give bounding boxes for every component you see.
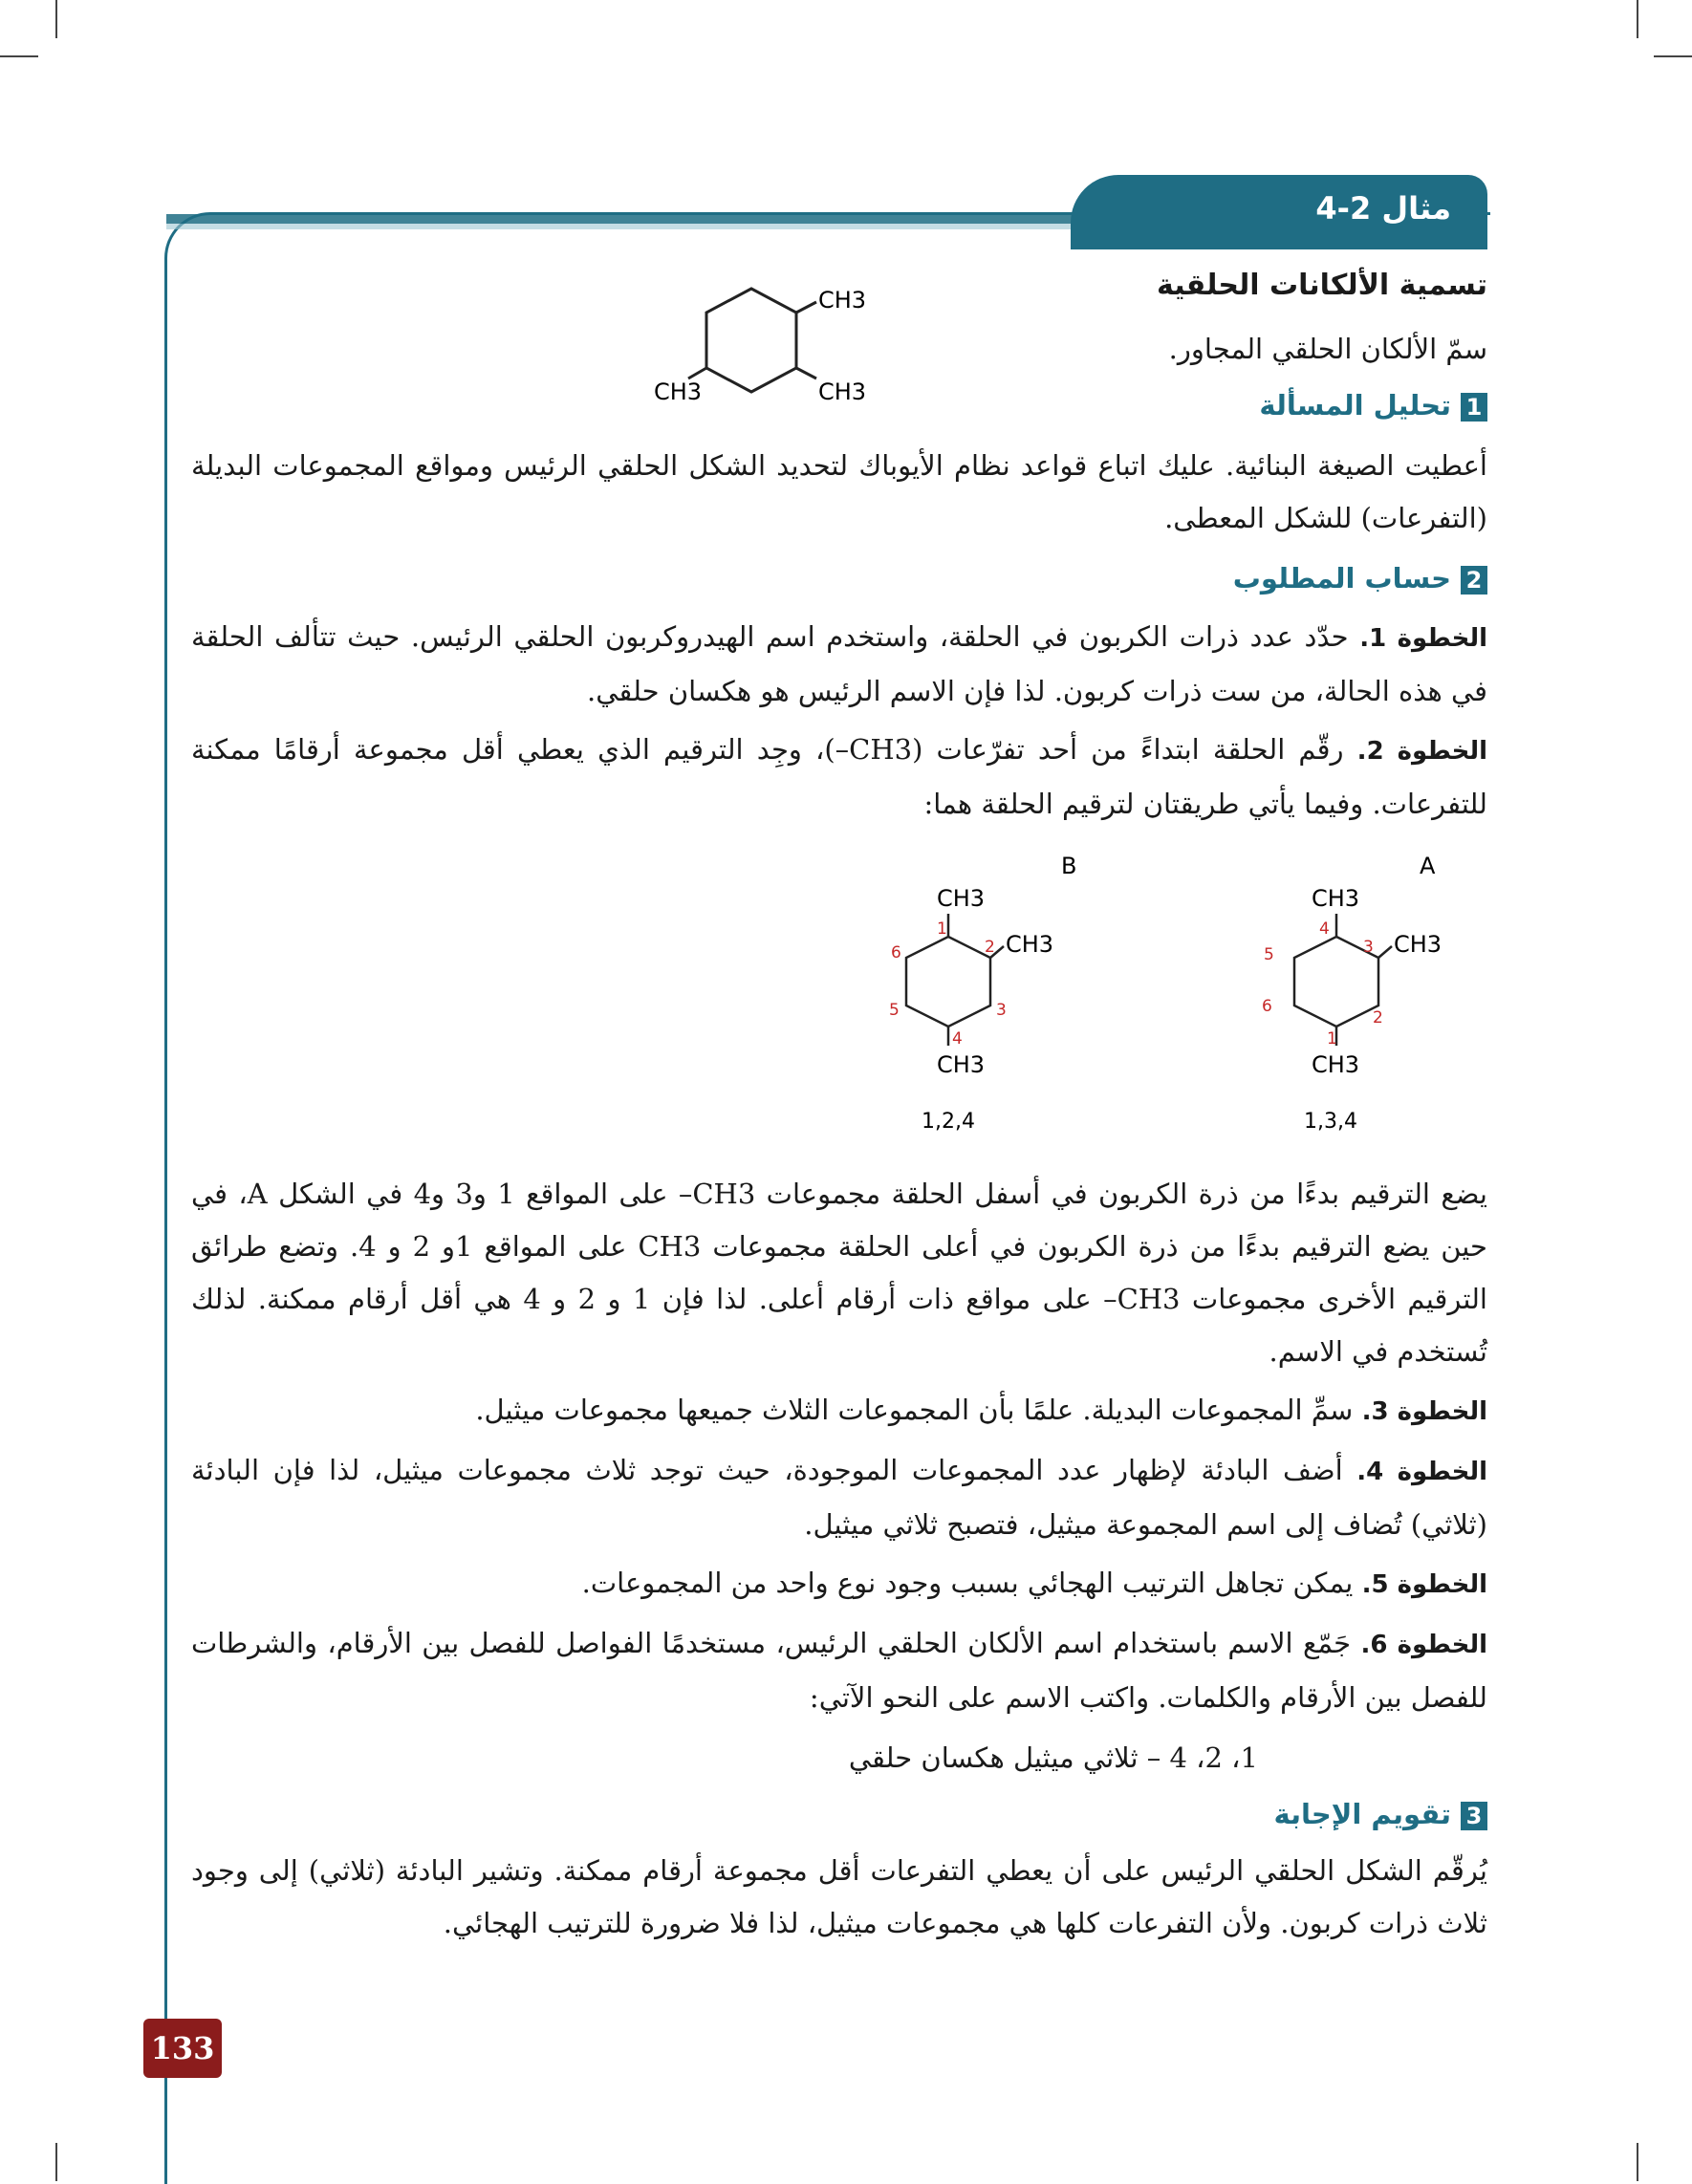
crop-mark — [55, 2143, 57, 2181]
ch3-label: CH3 — [937, 885, 986, 912]
ch3-label: CH3 — [1006, 931, 1054, 958]
step-text: حدّد عدد ذرات الكربون في الحلقة، واستخدم اسم الهيدروكربون الحلقي الرئيس. حيث تتألف الحلقة في هذه الحالة، من ست ذرات كربون. لذا فإن الاسم الرئيس هو هكسان حلقي. — [191, 620, 1487, 707]
solution-block — [191, 1168, 1487, 1950]
step-text: رقّم الحلقة ابتداءً من أحد تفرّعات (CH3–)، وجِد الترقيم الذي يعطي أقل مجموعة أرقامًا ممكنة للتفرعات. وفيما يأتي طريقتان لترقيم الحلقة هما: — [191, 733, 1487, 820]
step-text: يمكن تجاهل الترتيب الهجائي بسبب وجود نوع واحد من المجموعات. — [581, 1567, 1354, 1599]
diagram-b-label: B — [1061, 853, 1077, 879]
ring-number: 1 — [937, 919, 947, 939]
section1-text: أعطيت الصيغة البنائية. عليك اتباع قواعد نظام الأيوباك لتحديد الشكل الحلقي الرئيس ومواقع المجموعات البديلة (التفرعات) للشكل المعطى. — [191, 449, 1487, 534]
section3-number: 3 — [1461, 1802, 1487, 1830]
step — [191, 1384, 1487, 1438]
step — [191, 611, 1487, 718]
diagram-a — [1224, 841, 1472, 1147]
title-block — [895, 260, 1487, 432]
ring-number: 5 — [889, 1001, 900, 1020]
diagram-b — [841, 841, 1090, 1147]
section1-number: 1 — [1461, 393, 1487, 422]
ch3-label: CH3 — [818, 287, 867, 314]
section3-text: يُرقّم الشكل الحلقي الرئيس على أن يعطي التفرعات أقل مجموعة أرقام ممكنة. وتشير البادئة (ثلاثي) إلى وجود ثلاث ذرات كربون. ولأن التفرعات كلها هي مجموعات ميثيل، لذا فلا ضرورة للترتيب الهجائي. — [191, 1854, 1487, 1939]
crop-mark — [1637, 2143, 1638, 2181]
step-label: الخطوة 3. — [1361, 1397, 1487, 1426]
ch3-label: CH3 — [1312, 1051, 1360, 1078]
numbering-label: 1,3,4 — [1304, 1110, 1357, 1134]
ring-number: 5 — [1264, 945, 1274, 964]
ring-number: 1 — [1327, 1029, 1337, 1049]
ch3-label: CH3 — [818, 378, 867, 405]
problem-statement: سمّ الألكان الحلقي المجاور. — [1168, 333, 1487, 365]
page-title: تسمية الألكانات الحلقية — [1157, 269, 1487, 302]
crop-mark — [0, 55, 38, 57]
ch3-label: CH3 — [654, 378, 703, 405]
step-label: الخطوة 1. — [1359, 624, 1487, 653]
analysis-block — [191, 440, 1487, 831]
ring-number: 3 — [1363, 938, 1374, 957]
step-text: أضف البادئة لإظهار عدد المجموعات الموجودة، حيث توجد ثلاث مجموعات ميثيل، لذا فإن البادئة (ثلاثي) تُضاف إلى اسم المجموعة ميثيل، فتصبح ثلاثي ميثيل. — [191, 1454, 1487, 1541]
example-label: مثال 2-4 — [1315, 190, 1451, 227]
ring-number: 4 — [952, 1029, 963, 1049]
section1-heading: 1تحليل المسألة — [895, 379, 1487, 432]
ring-number: 6 — [891, 943, 901, 962]
ring-number: 2 — [1373, 1008, 1383, 1027]
crop-mark — [1637, 0, 1638, 38]
step-label: الخطوة 5. — [1361, 1570, 1487, 1599]
ring-number: 3 — [996, 1001, 1007, 1020]
numbering-label: 1,2,4 — [922, 1110, 975, 1134]
ring-number: 2 — [985, 938, 995, 957]
step-label: الخطوة 2. — [1356, 737, 1487, 766]
example-tab — [1071, 175, 1487, 249]
section3-heading: 3تقويم الإجابة — [191, 1788, 1487, 1841]
step-text: جَمّع الاسم باستخدام اسم الألكان الحلقي الرئيس، مستخدمًا الفواصل للفصل بين الأرقام، والشرطات للفصل بين الأرقام والكلمات. واكتب الاسم على النحو الآتي: — [191, 1627, 1487, 1714]
crop-mark — [55, 0, 57, 38]
step-text: سمِّ المجموعات البديلة. علمًا بأن المجموعات الثلاث جميعها مجموعات ميثيل. — [475, 1394, 1354, 1426]
step — [191, 1617, 1487, 1724]
ring-number: 4 — [1319, 919, 1330, 939]
step — [191, 1557, 1487, 1611]
section2-number: 2 — [1461, 566, 1487, 595]
page-number: 133 — [143, 2019, 222, 2078]
step — [191, 724, 1487, 831]
diagram-a-label: A — [1420, 853, 1436, 879]
ch3-label: CH3 — [1394, 931, 1443, 958]
step — [191, 1444, 1487, 1551]
step-label: الخطوة 4. — [1356, 1458, 1488, 1486]
ring-number: 6 — [1262, 997, 1272, 1016]
ch3-label: CH3 — [1312, 885, 1360, 912]
step-label: الخطوة 6. — [1360, 1631, 1487, 1659]
ch3-label: CH3 — [937, 1051, 986, 1078]
section2-heading: 2حساب المطلوب — [191, 552, 1487, 605]
molecule-structure — [640, 277, 889, 421]
crop-mark — [1654, 55, 1692, 57]
comparison-text: يضع الترقيم بدءًا من ذرة الكربون في أسفل الحلقة مجموعات CH3– على المواقع 1 و3 و4 في الشكل A، في حين يضع الترقيم بدءًا من ذرة الكربون في أعلى الحلقة مجموعات CH3 على المواقع 1و 2 و 4. وتضع طرائق الترقيم الأخرى مجموعات CH3– على مواقع ذات أرقام أعلى. لذا فإن 1 و 2 و 4 هي أقل أرقام ممكنة. لذلك تُستخدم في الاسم. — [191, 1178, 1487, 1368]
final-name: 1، 2، 4 – ثلاثي ميثيل هكسان حلقي — [848, 1741, 1258, 1774]
